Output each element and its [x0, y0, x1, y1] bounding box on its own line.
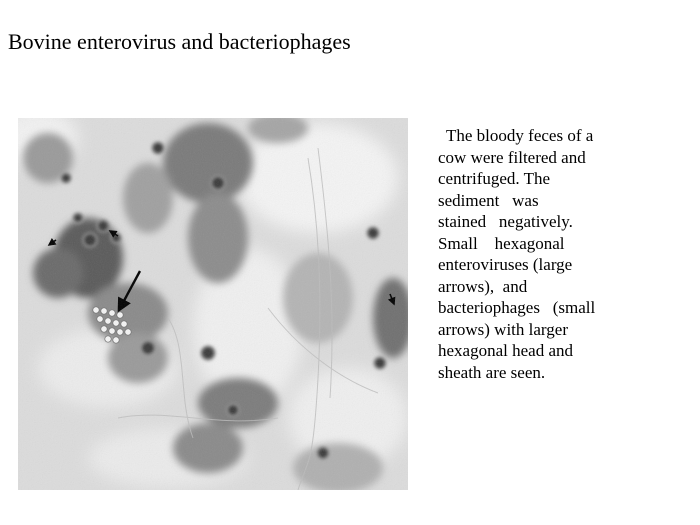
- figure-caption: [438, 125, 683, 383]
- caption-line: enteroviruses (large: [438, 255, 573, 274]
- caption-line: sheath are seen.: [438, 362, 546, 382]
- caption-line: stained negatively.: [438, 212, 573, 231]
- electron-micrograph: [18, 118, 408, 490]
- caption-line: sediment was: [438, 190, 539, 210]
- caption-line: arrows) with larger: [438, 319, 568, 339]
- caption-line: cow were filtered and: [438, 147, 586, 167]
- caption-line: The bloody feces of a: [446, 126, 594, 145]
- caption-line: hexagonal head and: [438, 341, 573, 360]
- caption-line: bacteriophages (small: [438, 298, 596, 317]
- caption-line: centrifuged. The: [438, 169, 551, 188]
- caption-line: arrows), and: [438, 276, 528, 296]
- caption-line: Small hexagonal: [438, 233, 565, 253]
- slide-title: Bovine enterovirus and bacteriophages: [8, 29, 351, 54]
